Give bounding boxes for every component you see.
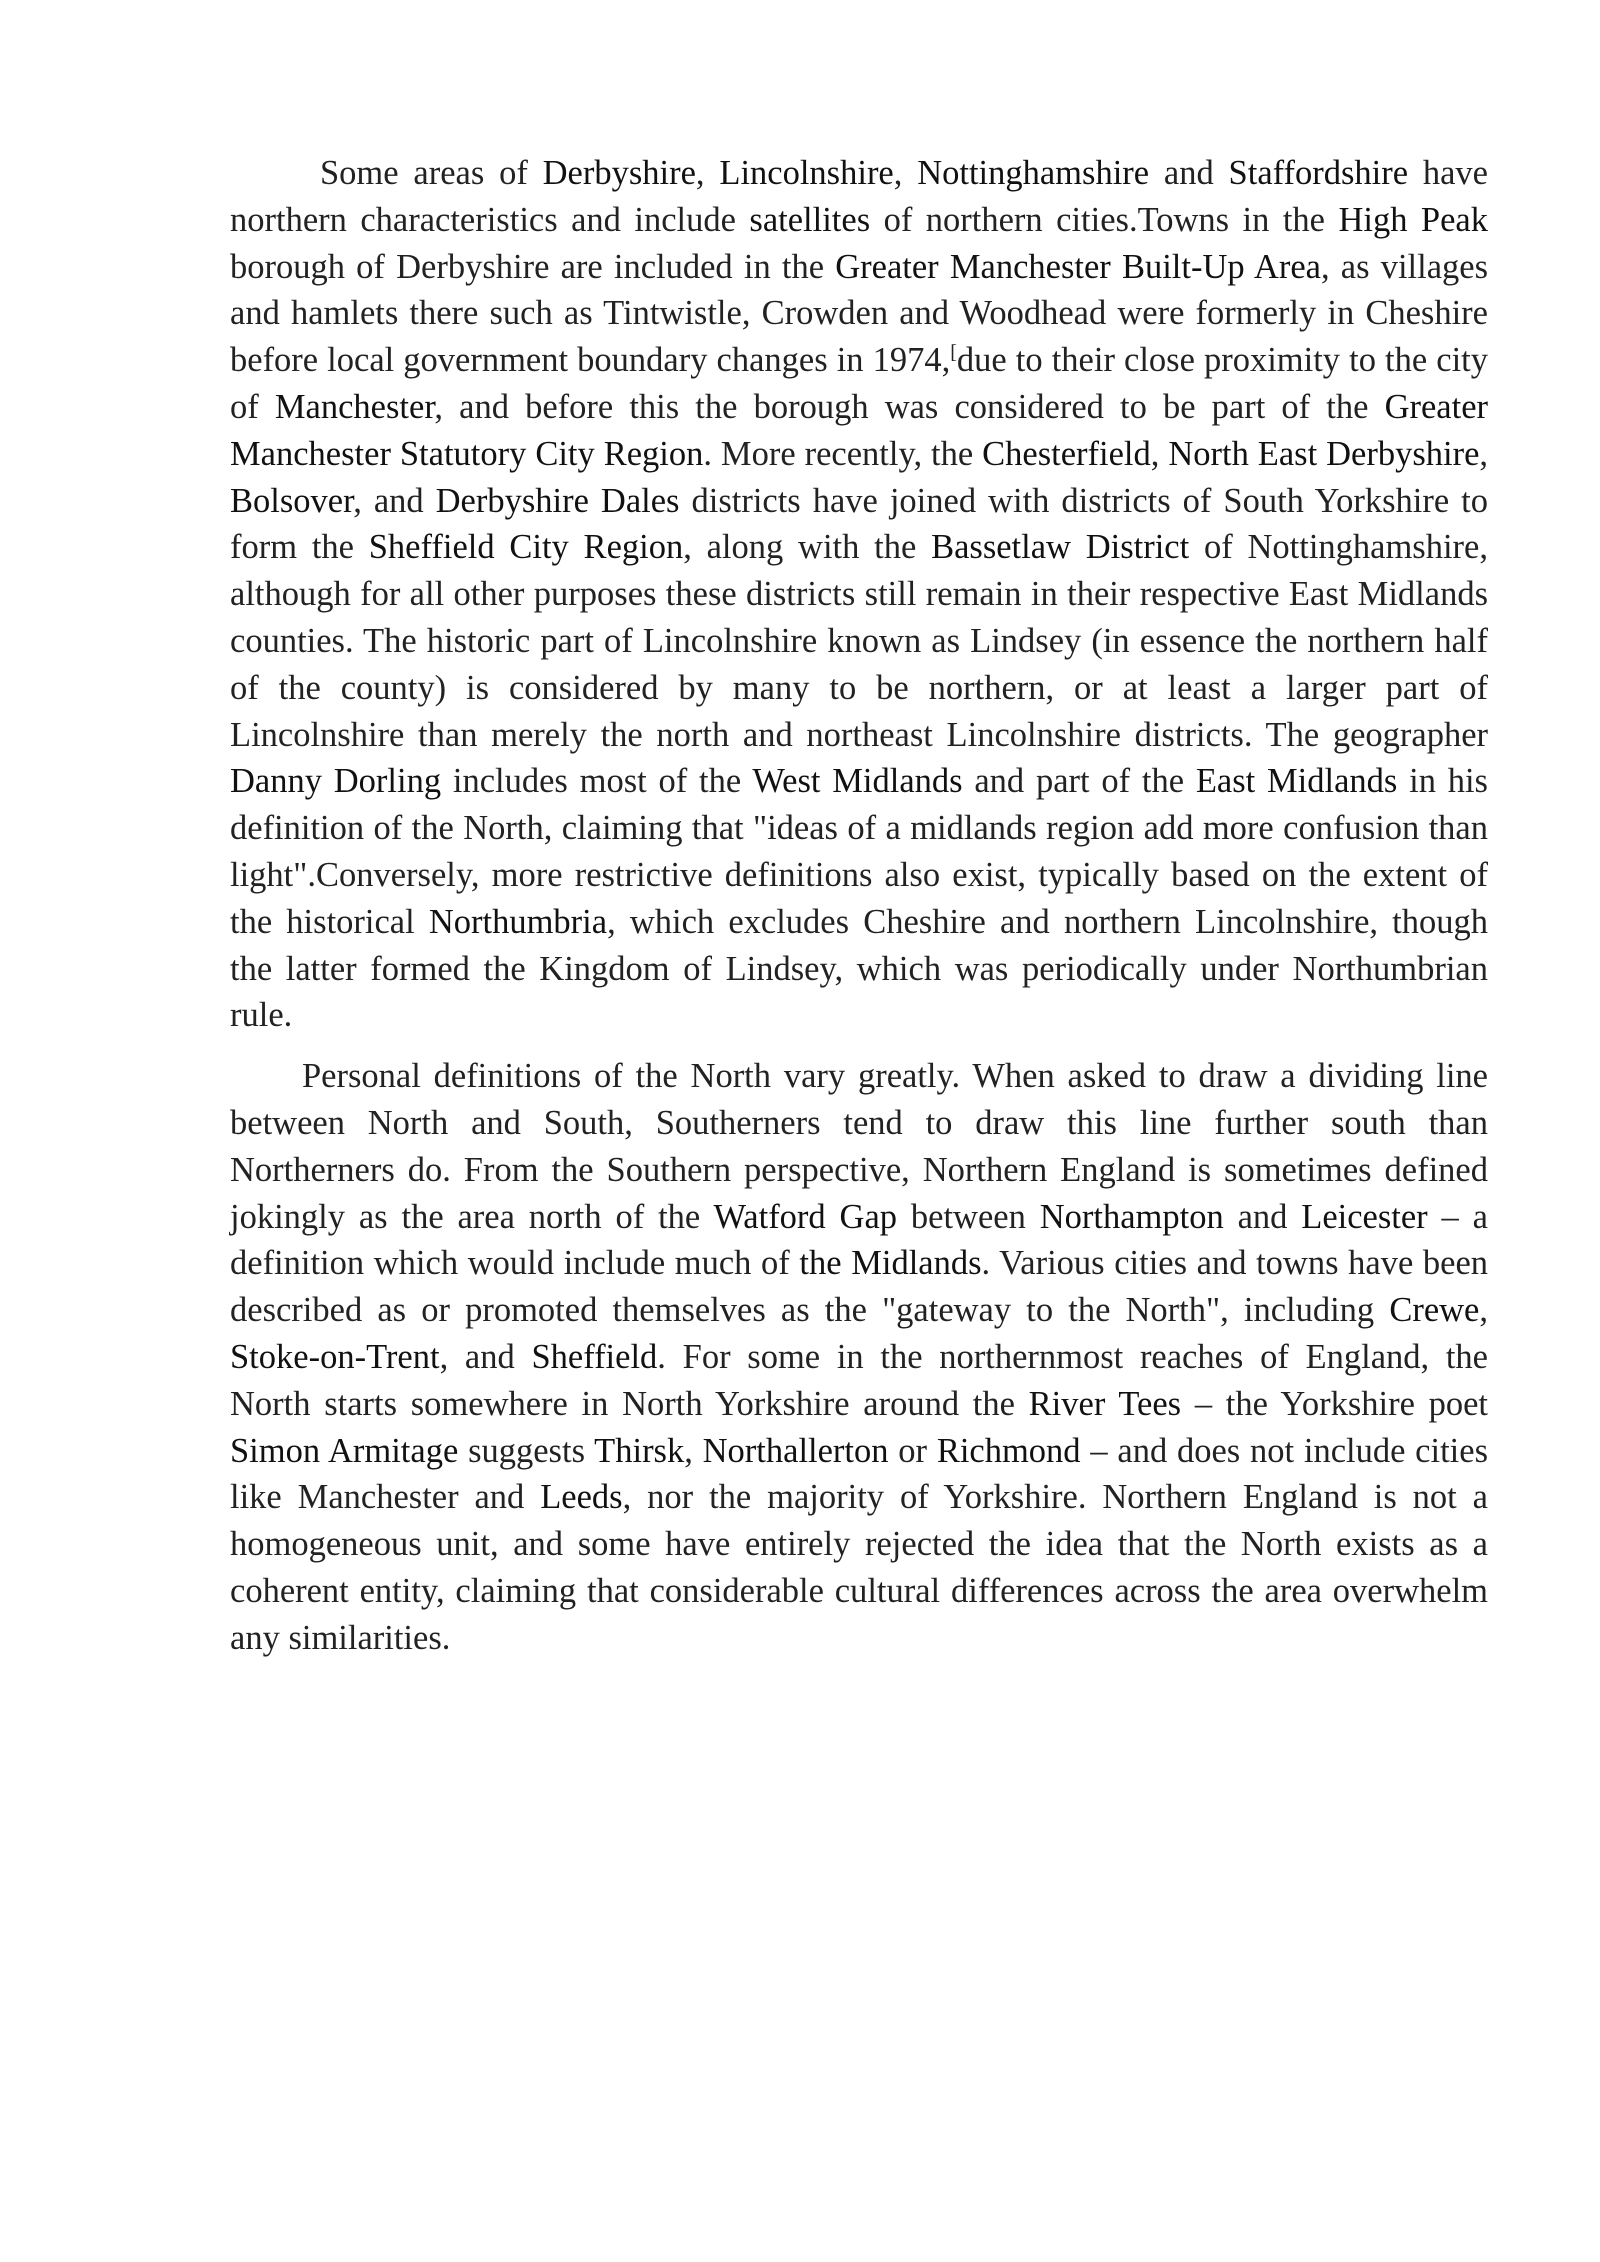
inline-link[interactable]: Northumbria [428, 902, 608, 941]
text-run: in his definition of the North, claiming that "ideas of a midlands region add more confusion than light".Conversely, more restrictive definitions also exist, typically based on the extent of the historical [230, 762, 1488, 941]
text-run: districts have joined with districts of South Yorkshire to form the [230, 481, 1488, 567]
text-run: , [684, 1431, 703, 1470]
inline-link[interactable]: Chesterfield [982, 434, 1151, 473]
inline-link[interactable]: Thirsk [594, 1431, 685, 1470]
text-run: of northern cities.Towns in the [870, 200, 1339, 239]
text-run: and [1149, 154, 1229, 192]
inline-link[interactable]: Richmond [936, 1431, 1081, 1470]
inline-link[interactable]: Staffordshire [1228, 154, 1409, 192]
text-run: or [888, 1431, 937, 1470]
inline-link[interactable]: Derbyshire [542, 154, 696, 192]
inline-link[interactable]: Sheffield [531, 1337, 658, 1376]
text-run: – a definition which would include much of [230, 1197, 1488, 1283]
inline-link[interactable]: Greater Manchester Statutory City Region [230, 387, 1488, 473]
inline-link[interactable]: Watford Gap [713, 1197, 898, 1236]
text-run: includes most of the [441, 762, 753, 801]
inline-link[interactable]: East Midlands [1195, 762, 1398, 801]
text-run: , [1150, 434, 1169, 473]
text-run: , and before this the borough was considered to be part of the [434, 387, 1385, 426]
text-run: , and [439, 1337, 532, 1376]
inline-link[interactable]: Northallerton [702, 1431, 889, 1470]
inline-link[interactable]: the Midlands [799, 1244, 982, 1283]
inline-link[interactable]: satellites [749, 200, 871, 239]
inline-link[interactable]: Greater Manchester Built-Up Area [835, 247, 1321, 286]
text-run: , [1479, 1291, 1488, 1330]
inline-link[interactable]: Simon Armitage [230, 1431, 459, 1470]
text-run: suggests [458, 1431, 595, 1470]
inline-link[interactable]: Lincolnshire [719, 154, 894, 192]
text-run: – the Yorkshire poet [1181, 1384, 1489, 1423]
document-body [230, 150, 1488, 1662]
inline-link[interactable]: North East Derbyshire [1168, 434, 1480, 473]
inline-link[interactable]: Manchester [274, 387, 435, 426]
text-run: between [897, 1197, 1040, 1236]
text-run: borough of Derbyshire are included in the [230, 247, 836, 286]
text-run: , as villages and hamlets there such as Tintwistle, Crowden and Woodhead were formerly in Cheshire before local government boundary changes in 1974, [230, 247, 1489, 380]
inline-link[interactable]: Crewe [1389, 1291, 1480, 1330]
inline-link[interactable]: West Midlands [752, 762, 963, 801]
inline-link[interactable]: High Peak [1338, 200, 1488, 239]
inline-link[interactable]: Northampton [1039, 1197, 1224, 1236]
inline-link[interactable]: River Tees [1028, 1384, 1182, 1423]
text-run: Personal definitions of the North vary greatly. When asked to draw a dividing line between North and South, Southerners tend to draw this line further south than Northerners do. From the Southern perspective, Northern England is sometimes defined jokingly as the area north of the [230, 1057, 1488, 1236]
text-run: , which excludes Cheshire and northern Lincolnshire, though the latter formed the Kingdom of Lindsey, which was periodically under Northumbrian rule. [230, 902, 1489, 1035]
paragraph-2 [230, 1053, 1488, 1661]
text-run: and part of the [962, 762, 1196, 801]
text-run: , [1479, 434, 1489, 473]
text-run: . Various cities and towns have been described as or promoted themselves as the "gateway to the North", including [230, 1244, 1489, 1330]
inline-link[interactable]: Leeds [540, 1478, 623, 1517]
inline-link[interactable]: Derbyshire Dales [435, 481, 680, 520]
inline-link[interactable]: Bolsover [230, 481, 354, 520]
text-run: . More recently, the [703, 434, 983, 473]
text-run: , and [353, 481, 436, 520]
inline-link[interactable]: Nottinghamshire [917, 154, 1150, 192]
inline-link[interactable]: Sheffield City Region [368, 528, 684, 567]
text-run: due to their close proximity to the city of [230, 341, 1488, 426]
text-run: Some areas of [320, 154, 543, 192]
text-run: – and does not include cities like Manchester and [230, 1431, 1488, 1517]
text-run: , nor the majority of Yorkshire. Northern England is not a homogeneous unit, and some have entirely rejected the idea that the North exists as a coherent entity, claiming that considerable cultural differences across the area overwhelm any similarities. [230, 1478, 1488, 1657]
inline-link[interactable]: Danny Dorling [230, 762, 442, 801]
paragraph-1 [230, 150, 1488, 1039]
text-run: , [893, 154, 918, 192]
inline-link[interactable]: Leicester [1301, 1197, 1428, 1236]
text-run: have northern characteristics and include [230, 154, 1488, 239]
text-run: , [695, 154, 720, 192]
text-run: and [1223, 1197, 1302, 1236]
citation-mark: [ [950, 341, 957, 364]
text-run: . For some in the northernmost reaches of England, the North starts somewhere in North Yorkshire around the [230, 1337, 1488, 1423]
text-run: of Nottinghamshire, although for all other purposes these districts still remain in their respective East Midlands counties. The historic part of Lincolnshire known as Lindsey (in essence the northern half of the county) is considered by many to be northern, or at least a larger part of Lincolnshire than merely the north and northeast Lincolnshire districts. The geographer [230, 528, 1488, 754]
text-run: , along with the [683, 528, 932, 567]
inline-link[interactable]: Stoke-on-Trent [230, 1337, 440, 1376]
inline-link[interactable]: Bassetlaw District [931, 528, 1190, 567]
